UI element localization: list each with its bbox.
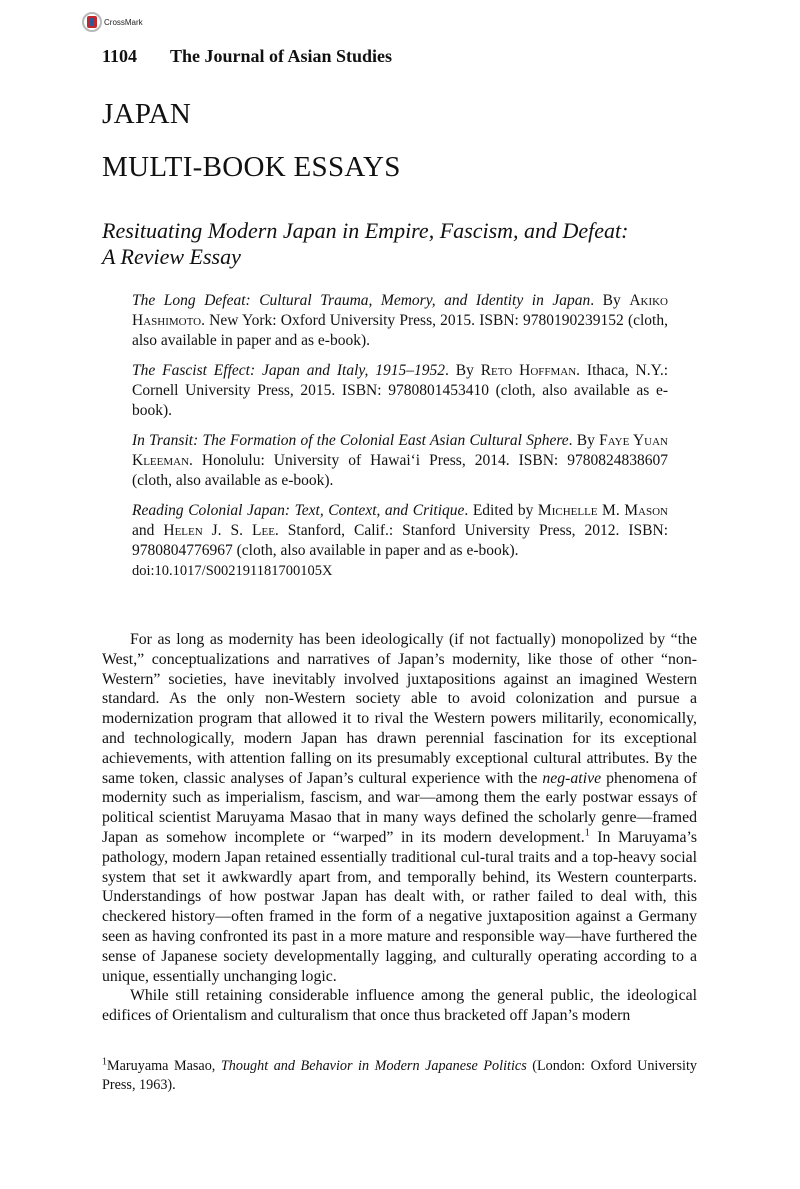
book-title: Reading Colonial Japan: Text, Context, and Critique — [132, 502, 465, 519]
book-author: Faye Yuan Kleeman — [132, 432, 668, 469]
book-by: . By — [444, 362, 481, 379]
book-entry — [132, 431, 668, 491]
book-author: Akiko Hashimoto — [132, 292, 669, 329]
book-title: The Fascist Effect: Japan and Italy, 1915–1952 — [132, 362, 445, 379]
book-entry — [132, 501, 668, 561]
book-details: . Honolulu: University of Hawai‘i Press, 2014. ISBN: 9780824838607 (cloth, also available as e-book). — [132, 452, 668, 489]
body-emphasis: neg-ative — [542, 769, 602, 787]
book-editor: Michelle M. Mason — [537, 502, 668, 519]
body-text-run: For as long as modernity has been ideologically (if not factually) monopolized by “the West,” conceptualizations and narratives of Japan’s modernity, like those of other “non-Western” societies, have inevitably involved juxtapositions against an imagined Western standard. As the only non-Western society able to avoid colonization and pursue a modernization program that allowed it to rival the Western powers militarily, economically, and technologically, modern Japan has drawn perennial fascination for its exceptional achievements, with attention falling on its presumably exceptional cultural attributes. By the same token, classic analyses of Japan’s cultural experience with the — [102, 631, 697, 787]
book-details: . Ithaca, N.Y.: Cornell University Press, 2015. ISBN: 9780801453410 (cloth, also available as e-book). — [132, 362, 668, 419]
book-entry — [132, 291, 668, 351]
book-editor-2: Helen J. S. Lee — [163, 522, 275, 539]
body-text-run: In Maruyama’s pathology, modern Japan retained essentially traditional cul-tural traits and a top-heavy social system that set it awkwardly apart from, and temporally behind, its Western counterparts. Understandings of how postwar Japan has dealt with, or rather failed to deal with, this checkered history—often framed in the form of a negative juxtaposition against a Germany seen as having confronted its past in a more mature and responsible way—have furthered the sense of Japanese society developmentally lagging, and culturally operating according to a unique, essentially unchanging logic. — [102, 828, 697, 985]
section-heading: MULTI-BOOK ESSAYS — [102, 151, 401, 183]
footnote-author: Maruyama Masao, — [107, 1058, 221, 1074]
essay-title-line1: Resituating Modern Japan in Empire, Fascism, and Defeat: — [102, 218, 629, 243]
body-paragraph — [102, 630, 697, 986]
book-and: and — [132, 522, 164, 539]
book-author: Reto Hoffman — [480, 362, 577, 379]
essay-title-line2: A Review Essay — [102, 244, 241, 269]
reviewed-books — [132, 291, 668, 581]
footnote-details: (London: Oxford University Press, 1963). — [102, 1058, 697, 1093]
running-head — [102, 46, 392, 67]
book-by: . By — [590, 292, 630, 309]
book-title: The Long Defeat: Cultural Trauma, Memory, and Identity in Japan — [132, 292, 591, 309]
book-title: In Transit: The Formation of the Colonial East Asian Cultural Sphere — [132, 432, 569, 449]
book-by: . Edited by — [464, 502, 538, 519]
book-details: . Stanford, Calif.: Stanford University Press, 2012. ISBN: 9780804776967 (cloth, also available in paper and as e-book). — [132, 522, 668, 559]
body-text-run: phenomena of modernity such as imperialism, fascism, and war—among them the early postwar essays of political scientist Maruyama Masao that in many ways defined the scholarly genre—framed Japan as somehow incomplete or “warped” in its modern development. — [102, 769, 698, 846]
book-details: . New York: Oxford University Press, 2015. ISBN: 9780190239152 (cloth, also available in paper and as e-book). — [132, 312, 668, 349]
page-number: 1104 — [102, 46, 138, 66]
country-heading: JAPAN — [102, 98, 192, 130]
footnote-ref[interactable]: 1 — [584, 827, 590, 839]
book-entry — [132, 361, 668, 421]
footnote-title: Thought and Behavior in Modern Japanese Politics — [220, 1058, 527, 1074]
crossmark-badge[interactable] — [82, 12, 143, 32]
essay-title — [102, 218, 702, 270]
doi-link[interactable]: doi:10.1017/S002191181700105X — [132, 563, 333, 579]
book-by: . By — [568, 432, 600, 449]
footnote-number: 1 — [102, 1056, 107, 1068]
journal-title: The Journal of Asian Studies — [170, 46, 393, 66]
article-body — [102, 630, 697, 1026]
body-paragraph: While still retaining considerable influence among the general public, the ideological edifices of Orientalism and culturalism that once thus bracketed off Japan’s modern — [102, 987, 697, 1025]
crossmark-label: CrossMark — [104, 17, 143, 27]
footnote — [102, 1057, 697, 1095]
crossmark-icon — [82, 12, 102, 32]
